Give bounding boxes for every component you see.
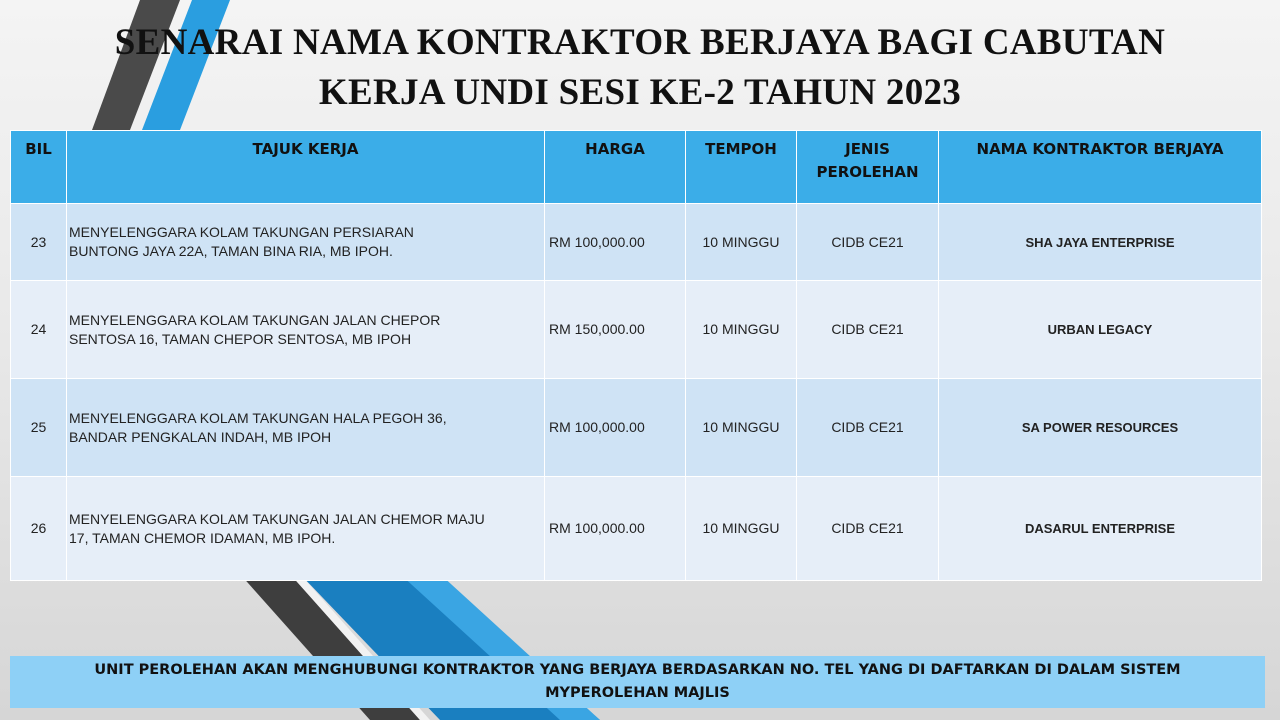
header-jenis-perolehan xyxy=(797,131,939,204)
footer-line-2: MYPEROLEHAN MAJLIS xyxy=(545,685,730,701)
title-line-1: SENARAI NAMA KONTRAKTOR BERJAYA BAGI CABUTAN xyxy=(114,22,1166,63)
table-header-row xyxy=(11,131,1262,204)
cell-bil: 25 xyxy=(11,379,67,477)
title-line-2: KERJA UNDI SESI KE-2 TAHUN 2023 xyxy=(318,72,962,113)
cell-tempoh: 10 MINGGU xyxy=(686,281,797,379)
footer-line-1: UNIT PEROLEHAN AKAN MENGHUBUNGI KONTRAKTOR YANG BERJAYA BERDASARKAN NO. TEL YANG DI DAFTARKAN DI DALAM SISTEM xyxy=(94,662,1181,678)
table-row xyxy=(11,477,1262,581)
table-row xyxy=(11,379,1262,477)
header-tempoh: TEMPOH xyxy=(686,131,797,204)
cell-bil: 23 xyxy=(11,204,67,281)
cell-tempoh: 10 MINGGU xyxy=(686,379,797,477)
cell-nama-kontraktor: SA POWER RESOURCES xyxy=(939,379,1262,477)
tajuk-line-2: BANDAR PENGKALAN INDAH, MB IPOH xyxy=(69,428,332,445)
header-nama-kontraktor: NAMA KONTRAKTOR BERJAYA xyxy=(939,131,1262,204)
cell-tempoh: 10 MINGGU xyxy=(686,204,797,281)
cell-tajuk-kerja xyxy=(67,379,545,477)
cell-tempoh: 10 MINGGU xyxy=(686,477,797,581)
tajuk-line-2: SENTOSA 16, TAMAN CHEPOR SENTOSA, MB IPOH xyxy=(69,330,412,347)
cell-tajuk-kerja xyxy=(67,204,545,281)
tajuk-line-1: MENYELENGGARA KOLAM TAKUNGAN HALA PEGOH 36, xyxy=(69,409,447,426)
cell-jenis-perolehan: CIDB CE21 xyxy=(797,281,939,379)
cell-jenis-perolehan: CIDB CE21 xyxy=(797,204,939,281)
cell-nama-kontraktor: URBAN LEGACY xyxy=(939,281,1262,379)
tajuk-line-2: BUNTONG JAYA 22A, TAMAN BINA RIA, MB IPOH. xyxy=(69,243,393,259)
page-title xyxy=(0,18,1280,118)
header-bil: BIL xyxy=(11,131,67,204)
cell-harga: RM 100,000.00 xyxy=(545,379,686,477)
footer-notice xyxy=(10,656,1265,708)
tajuk-line-2: 17, TAMAN CHEMOR IDAMAN, MB IPOH. xyxy=(69,529,336,546)
cell-jenis-perolehan: CIDB CE21 xyxy=(797,477,939,581)
cell-jenis-perolehan: CIDB CE21 xyxy=(797,379,939,477)
cell-bil: 26 xyxy=(11,477,67,581)
cell-tajuk-kerja xyxy=(67,281,545,379)
cell-nama-kontraktor: DASARUL ENTERPRISE xyxy=(939,477,1262,581)
cell-nama-kontraktor: SHA JAYA ENTERPRISE xyxy=(939,204,1262,281)
tajuk-line-1: MENYELENGGARA KOLAM TAKUNGAN PERSIARAN xyxy=(69,224,414,240)
header-tajuk-kerja: TAJUK KERJA xyxy=(67,131,545,204)
contractor-table xyxy=(10,130,1262,581)
header-jenis-line-2: PEROLEHAN xyxy=(816,163,919,181)
cell-harga: RM 150,000.00 xyxy=(545,281,686,379)
cell-bil: 24 xyxy=(11,281,67,379)
cell-tajuk-kerja xyxy=(67,477,545,581)
cell-harga: RM 100,000.00 xyxy=(545,477,686,581)
cell-harga: RM 100,000.00 xyxy=(545,204,686,281)
header-jenis-line-1: JENIS xyxy=(845,140,890,158)
tajuk-line-1: MENYELENGGARA KOLAM TAKUNGAN JALAN CHEMOR MAJU xyxy=(69,510,485,527)
table-row xyxy=(11,281,1262,379)
tajuk-line-1: MENYELENGGARA KOLAM TAKUNGAN JALAN CHEPOR xyxy=(69,311,441,328)
header-harga: HARGA xyxy=(545,131,686,204)
table-row xyxy=(11,204,1262,281)
